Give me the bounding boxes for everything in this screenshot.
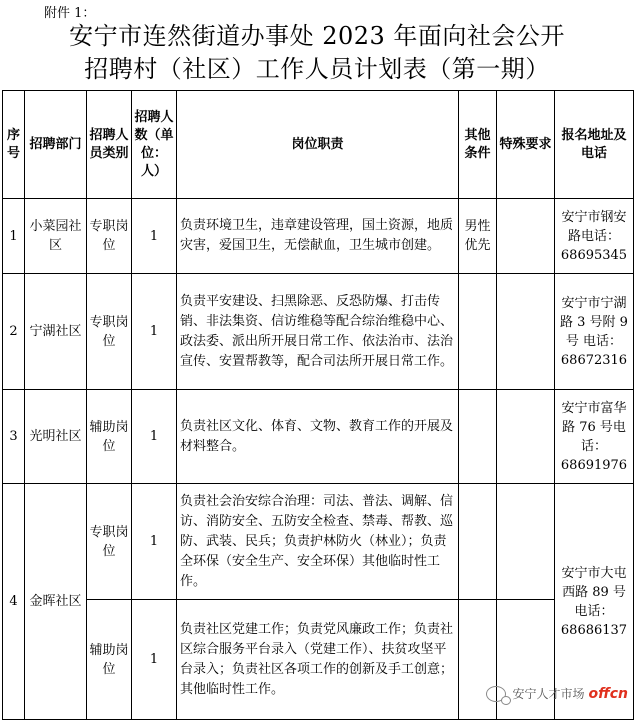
recruitment-plan-table [2,90,634,720]
cell-dept: 金晖社区 [25,484,87,720]
cell-category: 专职岗位 [87,274,132,390]
document-title [0,20,634,86]
cell-seq: 3 [3,390,25,484]
cell-dept: 光明社区 [25,390,87,484]
cell-special [497,484,555,600]
watermark-text: 安宁人才市场 [512,687,585,701]
cell-duty: 负责环境卫生，违章建设管理，国土资源，地质灾害，爱国卫生，无偿献血，卫生城市创建。 [177,199,459,274]
cell-category: 专职岗位 [87,484,132,600]
cell-duty: 负责社会治安综合治理：司法、普法、调解、信访、消防安全、五防安全检查、禁毒、帮教、巡防、武装、民兵；负责护林防火（林业）；负责全环保（安全生产、安全环保）其他临时性工作。 [177,484,459,600]
brand-logo: offcn [588,685,628,702]
table-row [3,199,634,274]
cell-count: 1 [132,274,177,390]
cell-seq: 1 [3,199,25,274]
table-row [3,390,634,484]
cell-other [459,390,497,484]
header-dept: 招聘部门 [25,91,87,199]
header-other: 其他条件 [459,91,497,199]
header-seq: 序号 [3,91,25,199]
cell-special [497,390,555,484]
table-row [3,274,634,390]
header-row [3,91,634,199]
cell-seq: 2 [3,274,25,390]
watermark [486,685,628,702]
cell-duty: 负责社区党建工作；负责党风廉政工作；负责社区综合服务平台录入（党建工作）、扶贫攻坚平台录入；负责社区各项工作的创新及手工创意；其他临时性工作。 [177,600,459,720]
title-line-2: 招聘村（社区）工作人员计划表（第一期） [84,55,550,83]
cell-other [459,274,497,390]
cell-count: 1 [132,484,177,600]
cell-dept: 宁湖社区 [25,274,87,390]
cell-category: 专职岗位 [87,199,132,274]
cell-address: 安宁市富华路 76 号电话：68691976 [555,390,634,484]
cell-address: 安宁市宁湖路 3 号附 9 号 电话：68672316 [555,274,634,390]
cell-special [497,199,555,274]
title-line-1: 安宁市连然街道办事处 2023 年面向社会公开 [69,22,565,50]
cell-duty: 负责平安建设、扫黑除恶、反恐防爆、打击传销、非法集资、信访维稳等配合综治维稳中心、政法委、派出所开展日常工作、依法治市、法治宣传、安置帮教等，配合司法所开展日常工作。 [177,274,459,390]
cell-address: 安宁市大屯西路 89 号电话：68686137 [555,484,634,720]
cell-seq: 4 [3,484,25,720]
attachment-label: 附件 1： [44,6,96,21]
cell-category: 辅助岗位 [87,600,132,720]
cell-duty: 负责社区文化、体育、文物、教育工作的开展及材料整合。 [177,390,459,484]
cell-count: 1 [132,390,177,484]
header-category: 招聘人员类别 [87,91,132,199]
table-row [3,484,634,600]
wechat-icon [486,686,506,702]
cell-dept: 小菜园社区 [25,199,87,274]
header-duty: 岗位职责 [177,91,459,199]
cell-other [459,484,497,600]
header-count: 招聘人数（单位：人） [132,91,177,199]
cell-other: 男性优先 [459,199,497,274]
cell-count: 1 [132,199,177,274]
header-address: 报名地址及电话 [555,91,634,199]
cell-special [497,274,555,390]
header-special: 特殊要求 [497,91,555,199]
cell-category: 辅助岗位 [87,390,132,484]
cell-count: 1 [132,600,177,720]
cell-address: 安宁市钢安路电话：68695345 [555,199,634,274]
